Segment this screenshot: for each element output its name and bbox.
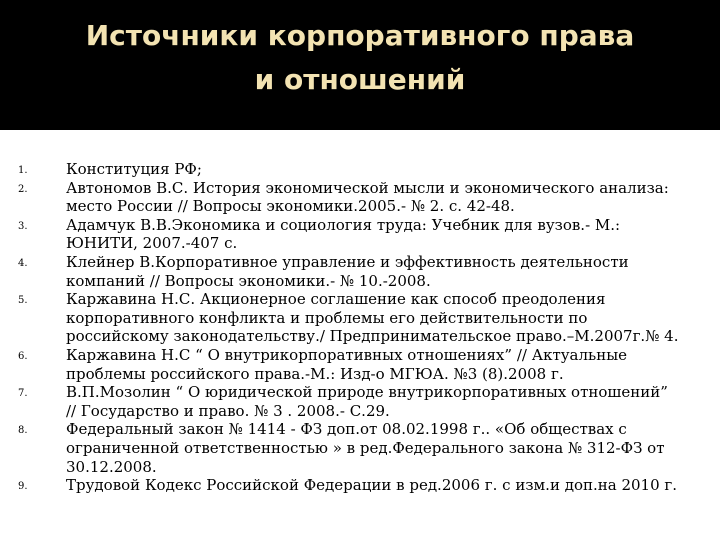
reference-text-line: Адамчук В.В.Экономика и социология труда: Учебник для вузов.- М.: <box>66 215 621 234</box>
reference-list <box>0 160 720 495</box>
reference-item-8 <box>0 420 720 476</box>
reference-text-line: место России // Вопросы экономики.2005.- № 2. с. 42-48. <box>66 197 515 216</box>
item-number: 8. <box>18 425 28 437</box>
reference-text-line: проблемы российского права.-М.: Изд-о МГЮА. №3 (8).2008 г. <box>66 364 564 383</box>
reference-text-line: Трудовой Кодекс Российской Федерации в ред.2006 г. с изм.и доп.на 2010 г. <box>66 476 678 495</box>
reference-text-line: Клейнер В.Корпоративное управление и эффективность деятельности <box>66 252 629 271</box>
reference-text-line: Автономов В.С. История экономической мысли и экономического анализа: <box>66 178 669 197</box>
reference-item-3 <box>0 216 720 253</box>
item-number: 2. <box>18 183 28 195</box>
item-number: 4. <box>18 257 28 269</box>
reference-text-line: 30.12.2008. <box>66 457 157 476</box>
reference-text-line: Конституция РФ; <box>66 160 202 178</box>
reference-item-1 <box>0 160 720 179</box>
slide-title <box>0 14 720 102</box>
reference-text-line: российскому законодательству./ Предпринимательское право.–М.2007г.№ 4. <box>66 327 679 346</box>
item-number: 5. <box>18 295 28 307</box>
item-number: 3. <box>18 220 28 232</box>
reference-text-line: компаний // Вопросы экономики.- № 10.-2008. <box>66 271 431 290</box>
slide-title-line-1: Источники корпоративного права <box>85 19 635 52</box>
item-number: 9. <box>18 481 28 493</box>
item-number: 7. <box>18 388 28 400</box>
reference-item-2 <box>0 179 720 216</box>
item-number: 6. <box>18 350 28 362</box>
reference-item-7 <box>0 383 720 420</box>
reference-item-6 <box>0 346 720 383</box>
reference-item-4 <box>0 253 720 290</box>
reference-text-line: ограниченной ответственностью » в ред.Федерального закона № 312-ФЗ от <box>66 438 665 457</box>
reference-text-line: // Государство и право. № 3 . 2008.- С.29. <box>66 401 390 420</box>
reference-item-5 <box>0 290 720 346</box>
reference-text-line: Каржавина Н.С. Акционерное соглашение как способ преодоления <box>66 290 606 309</box>
reference-text-line: В.П.Мозолин “ О юридической природе внутрикорпоративных отношений” <box>66 383 668 402</box>
slide-title-line-2: и отношений <box>254 63 466 96</box>
reference-text-line: Каржавина Н.С “ О внутрикорпоративных отношениях” // Актуальные <box>66 345 628 364</box>
item-number: 1. <box>18 165 28 176</box>
reference-item-9 <box>0 476 720 495</box>
reference-text-line: Федеральный закон № 1414 - ФЗ доп.от 08.02.1998 г.. «Об обществах с <box>66 420 627 439</box>
reference-text-line: ЮНИТИ, 2007.-407 с. <box>66 234 238 253</box>
reference-text-line: корпоративного конфликта и проблемы его действительности по <box>66 308 588 327</box>
